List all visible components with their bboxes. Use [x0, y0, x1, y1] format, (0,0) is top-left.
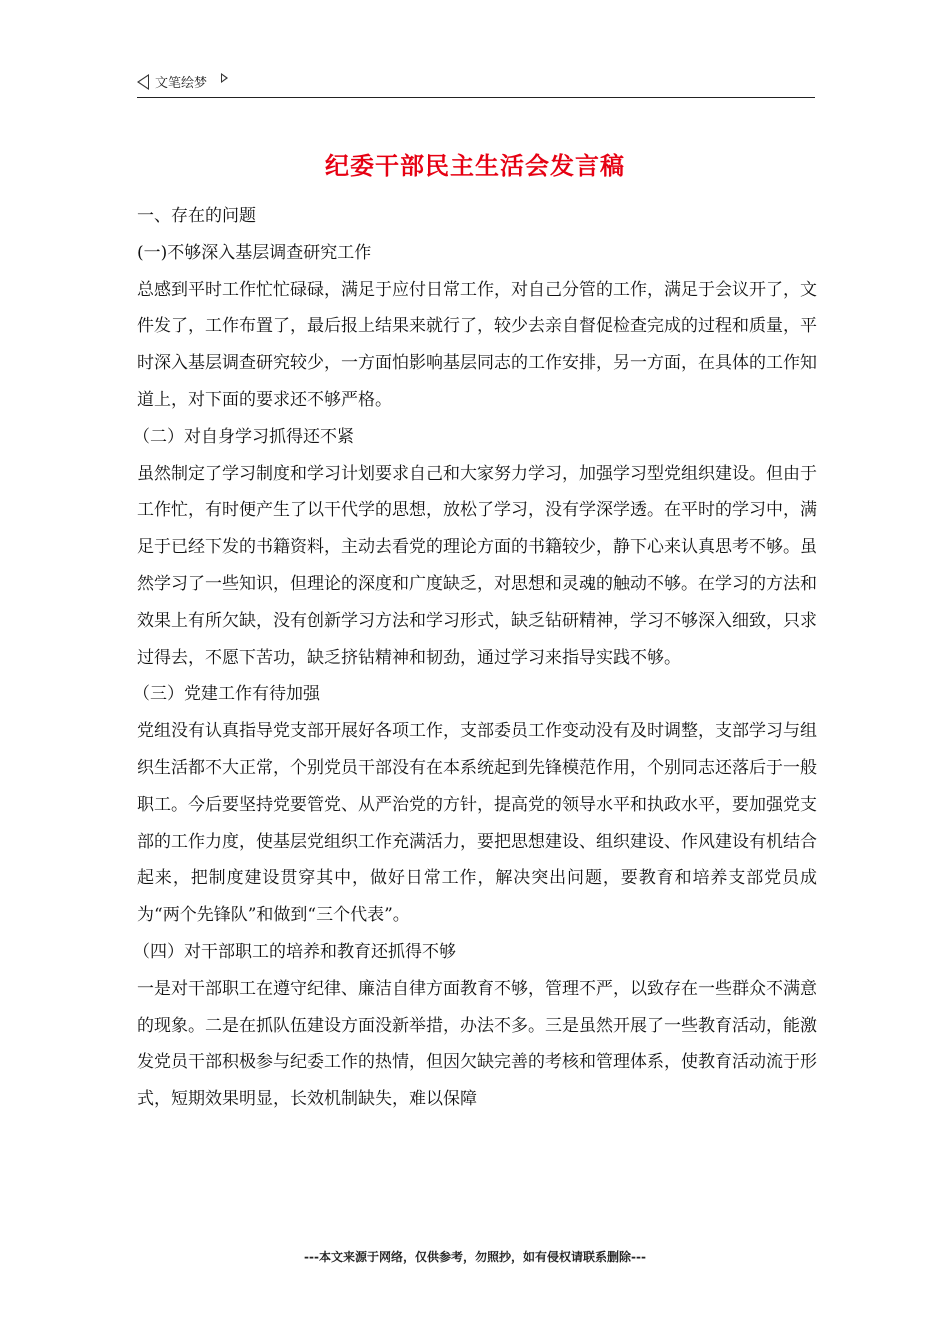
subsection-heading: （二）对自身学习抓得还不紧	[133, 426, 354, 447]
body-paragraph: 总感到平时工作忙忙碌碌，满足于应付日常工作，对自己分管的工作，满足于会议开了，文件发了，工作布置了，最后报上结果来就行了，较少去亲自督促检查完成的过程和质量，平时深入基层调查研究较少，一方面怕影响基层同志的工作安排，另一方面，在具体的工作知道上，对下面的要求还不够严格。	[137, 279, 817, 410]
section-heading: 一、存在的问题	[137, 206, 256, 226]
page-header	[137, 72, 228, 91]
triangle-left-icon	[137, 74, 149, 90]
header-divider	[137, 97, 815, 98]
subsection-heading: （四）对干部职工的培养和教育还抓得不够	[133, 941, 456, 962]
subsection-heading: （三）党建工作有待加强	[133, 684, 320, 705]
header-brand: 文笔绘梦	[155, 76, 208, 91]
document-title: 纪委干部民主生活会发言稿	[325, 151, 625, 180]
document-body	[133, 198, 817, 1118]
triangle-right-icon	[221, 73, 228, 83]
subsection-heading: (一)不够深入基层调查研究工作	[137, 242, 372, 263]
footer-notice: ---本文来源于网络，仅供参考，勿照抄，如有侵权请联系删除---	[304, 1250, 646, 1264]
body-paragraph: 虽然制定了学习制度和学习计划要求自己和大家努力学习，加强学习型党组织建设。但由于工作忙，有时便产生了以干代学的思想，放松了学习，没有学深学透。在平时的学习中，满足于已经下发的书籍资料，主动去看党的理论方面的书籍较少，静下心来认真思考不够。虽然学习了一些知识，但理论的深度和广度缺乏，对思想和灵魂的触动不够。在学习的方法和效果上有所欠缺，没有创新学习方法和学习形式，缺乏钻研精神，学习不够深入细致，只求过得去，不愿下苦功，缺乏挤钻精神和韧劲，通过学习来指导实践不够。	[137, 463, 817, 668]
body-paragraph: 党组没有认真指导党支部开展好各项工作，支部委员工作变动没有及时调整，支部学习与组织生活都不大正常，个别党员干部没有在本系统起到先锋模范作用，个别同志还落后于一般职工。今后要坚持党要管党、从严治党的方针，提高党的领导水平和执政水平，要加强党支部的工作力度，使基层党组织工作充满活力，要把思想建设、组织建设、作风建设有机结合起来，把制度建设贯穿其中，做好日常工作，解决突出问题，要教育和培养支部党员成为“两个先锋队”和做到“三个代表”。	[137, 721, 817, 926]
body-paragraph: 一是对干部职工在遵守纪律、廉洁自律方面教育不够，管理不严，以致存在一些群众不满意的现象。二是在抓队伍建设方面没新举措，办法不多。三是虽然开展了一些教育活动，能激发党员干部积极参与纪委工作的热情，但因欠缺完善的考核和管理体系，使教育活动流于形式，短期效果明显，长效机制缺失，难以保障	[137, 978, 817, 1110]
